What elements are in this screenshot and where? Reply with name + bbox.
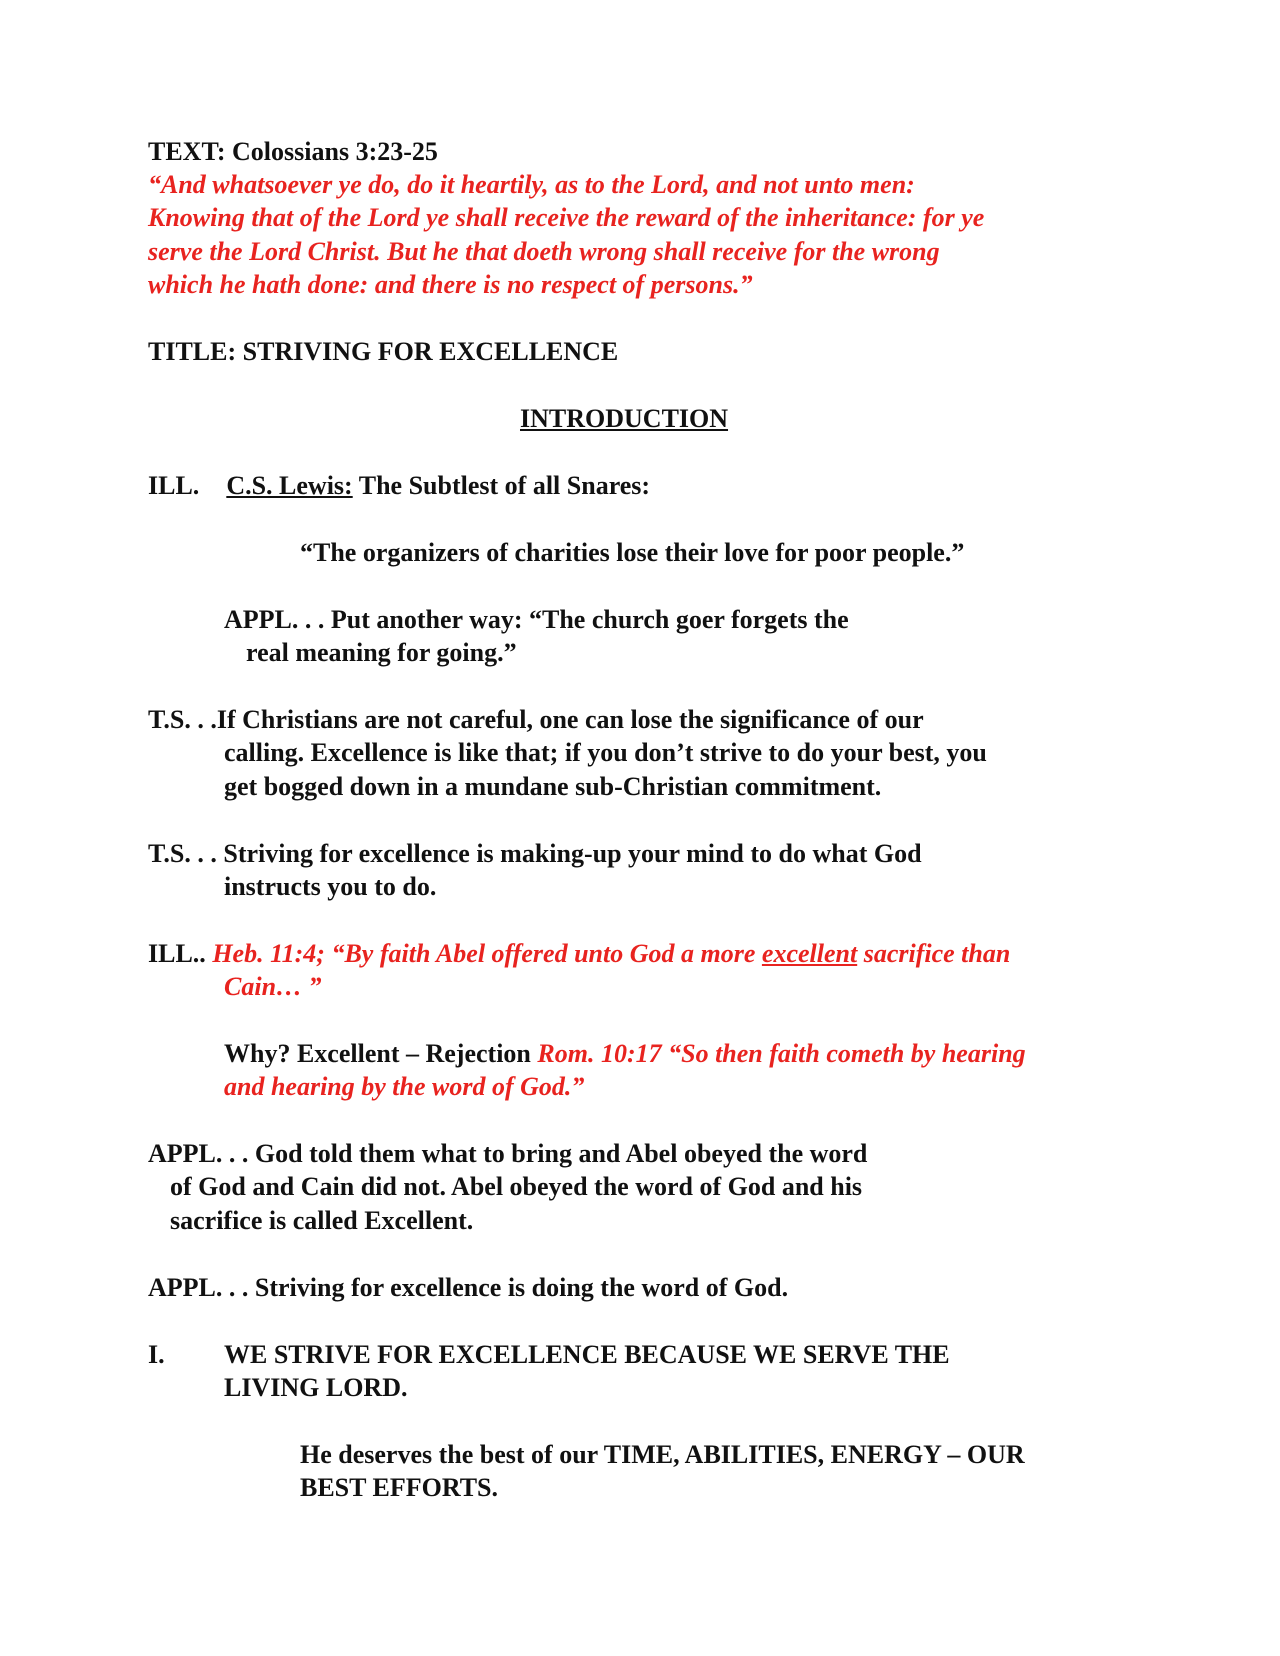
why-line [224, 1037, 1026, 1071]
application-line: APPL. . . Put another way: “The church goer forgets the [224, 605, 849, 634]
application-line: APPL. . . Striving for excellence is doing the word of God. [148, 1273, 789, 1302]
application-line: real meaning for going.” [246, 638, 517, 667]
ill2-pre: Heb. 11:4; “By faith Abel offered unto God a more [212, 939, 756, 968]
ill-author: C.S. Lewis: [226, 471, 353, 500]
why-line-cont: and hearing by the word of God.” [224, 1072, 585, 1101]
ill2-post: sacrifice than [863, 939, 1011, 968]
transition-line: T.S. . .If Christians are not careful, one can lose the significance of our [148, 705, 924, 734]
illustration-hebrews-cont: Cain… ” [224, 972, 322, 1001]
point-heading: WE STRIVE FOR EXCELLENCE BECAUSE WE SERVE THE [224, 1340, 950, 1369]
ill2-underlined: excellent [761, 939, 858, 968]
application-line: APPL. . . God told them what to bring and Abel obeyed the word [148, 1139, 868, 1168]
scripture-line: which he hath done: and there is no respect of persons.” [148, 270, 753, 299]
point-heading: LIVING LORD. [224, 1373, 408, 1402]
scripture-line: serve the Lord Christ. But he that doeth wrong shall receive for the wrong [148, 237, 940, 266]
text-reference [148, 135, 438, 169]
ill-label: ILL. [148, 471, 200, 500]
transition-line: instructs you to do. [224, 872, 437, 901]
point-subtext: BEST EFFORTS. [300, 1473, 499, 1502]
application-line: sacrifice is called Excellent. [170, 1206, 474, 1235]
transition-line: T.S. . . Striving for excellence is making-up your mind to do what God [148, 839, 922, 868]
scripture-line: “And whatsoever ye do, do it heartily, as to the Lord, and not unto men: [148, 170, 915, 199]
point-subtext: He deserves the best of our TIME, ABILITIES, ENERGY – OUR [300, 1440, 1025, 1469]
text-ref: Colossians 3:23-25 [232, 137, 438, 166]
sermon-title: TITLE: STRIVING FOR EXCELLENCE [148, 337, 619, 366]
text-label: TEXT: [148, 137, 226, 166]
ill2-label: ILL.. [148, 939, 206, 968]
section-heading: INTRODUCTION [520, 404, 729, 433]
why-plain: Why? Excellent – Rejection [224, 1039, 531, 1068]
ill-rest: The Subtlest of all Snares: [358, 471, 651, 500]
transition-line: calling. Excellence is like that; if you don’t strive to do your best, you [224, 738, 987, 767]
lewis-quote: “The organizers of charities lose their love for poor people.” [300, 538, 965, 567]
point-numeral: I. [148, 1340, 165, 1369]
scripture-line: Knowing that of the Lord ye shall receive the reward of the inheritance: for ye [148, 203, 985, 232]
application-line: of God and Cain did not. Abel obeyed the word of God and his [170, 1172, 863, 1201]
why-red: Rom. 10:17 “So then faith cometh by hearing [537, 1039, 1026, 1068]
transition-line: get bogged down in a mundane sub-Christian commitment. [224, 772, 882, 801]
illustration-lewis [148, 469, 650, 503]
illustration-hebrews [148, 937, 1010, 971]
